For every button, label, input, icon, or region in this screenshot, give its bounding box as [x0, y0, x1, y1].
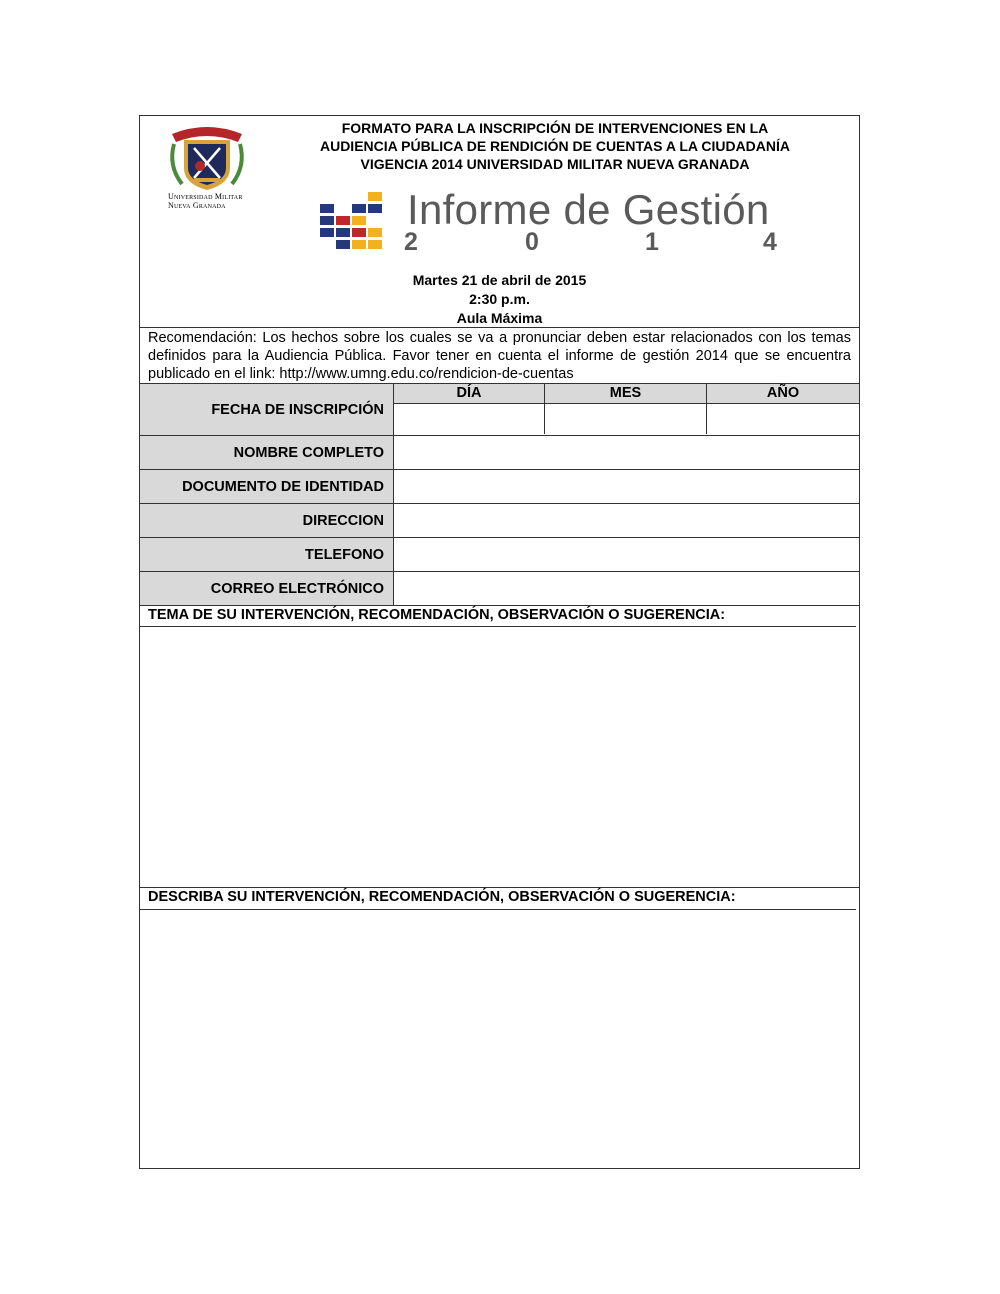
pixel-blocks-icon	[320, 192, 390, 252]
row-documento-identidad	[140, 469, 859, 503]
year-digit: 0	[525, 228, 539, 256]
registration-form	[139, 115, 860, 1169]
mes-header: MES	[545, 384, 707, 403]
dia-header: DÍA	[394, 384, 545, 403]
nombre-label-text: NOMBRE COMPLETO	[233, 444, 384, 461]
nombre-completo-field[interactable]	[394, 436, 859, 469]
tema-underline	[140, 626, 856, 627]
event-details	[140, 271, 859, 328]
year-digit: 2	[404, 228, 418, 256]
nombre-completo-label	[140, 436, 394, 469]
year-digit: 4	[763, 228, 777, 256]
dia-field[interactable]	[394, 403, 545, 434]
row-correo-electronico	[140, 571, 859, 605]
direccion-label	[140, 504, 394, 537]
seal-name-line1: Universidad Militar	[168, 192, 243, 201]
form-title	[260, 119, 850, 173]
title-line: AUDIENCIA PÚBLICA DE RENDICIÓN DE CUENTAS A LA CIUDADANÍA	[319, 138, 791, 154]
event-date: Martes 21 de abril de 2015	[412, 272, 587, 288]
describa-underline	[140, 909, 856, 910]
direccion-label-text: DIRECCION	[302, 512, 384, 529]
documento-label-text: DOCUMENTO DE IDENTIDAD	[182, 478, 384, 495]
row-direccion	[140, 503, 859, 537]
form-header	[140, 116, 859, 327]
correo-electronico-field[interactable]	[394, 572, 859, 605]
telefono-field[interactable]	[394, 538, 859, 571]
tema-text-area[interactable]	[140, 629, 859, 887]
seal-university-name	[168, 192, 248, 210]
describa-text-area[interactable]	[140, 912, 859, 1168]
fecha-inscripcion-label	[140, 384, 394, 435]
title-line: VIGENCIA 2014 UNIVERSIDAD MILITAR NUEVA GRANADA	[360, 156, 750, 172]
row-telefono	[140, 537, 859, 571]
correo-electronico-label	[140, 572, 394, 605]
date-fields	[394, 384, 859, 435]
row-nombre-completo	[140, 435, 859, 469]
row-fecha-inscripcion	[140, 383, 859, 435]
mes-field[interactable]	[545, 403, 707, 434]
telefono-label-text: TELEFONO	[305, 546, 384, 563]
documento-identidad-field[interactable]	[394, 470, 859, 503]
title-line: FORMATO PARA LA INSCRIPCIÓN DE INTERVENCIONES EN LA	[341, 120, 769, 136]
ano-header: AÑO	[707, 384, 859, 403]
event-time: 2:30 p.m.	[469, 291, 530, 307]
seal-name-line2: Nueva Granada	[168, 201, 226, 210]
fecha-label-text: FECHA DE INSCRIPCIÓN	[211, 401, 384, 418]
year-digit: 1	[645, 228, 659, 256]
describa-section-title: DESCRIBA SU INTERVENCIÓN, RECOMENDACIÓN, OBSERVACIÓN O SUGERENCIA:	[148, 889, 736, 905]
correo-label-text: CORREO ELECTRÓNICO	[210, 580, 384, 597]
documento-identidad-label	[140, 470, 394, 503]
recommendation-text: Recomendación: Los hechos sobre los cuales se va a pronunciar deben estar relacionados con los temas definidos para la Audiencia Pública. Favor tener en cuenta el informe de gestión 2014 que se encuentra publicado en el link: http://www.umng.edu.co/rendicion-de-cuentas	[140, 327, 859, 383]
informe-gestion-logo	[320, 188, 790, 258]
direccion-field[interactable]	[394, 504, 859, 537]
event-place: Aula Máxima	[456, 310, 543, 326]
brand-name: Informe de Gestión	[407, 186, 770, 233]
ano-field[interactable]	[707, 403, 859, 434]
tema-section-title: TEMA DE SU INTERVENCIÓN, RECOMENDACIÓN, OBSERVACIÓN O SUGERENCIA:	[148, 607, 726, 623]
telefono-label	[140, 538, 394, 571]
